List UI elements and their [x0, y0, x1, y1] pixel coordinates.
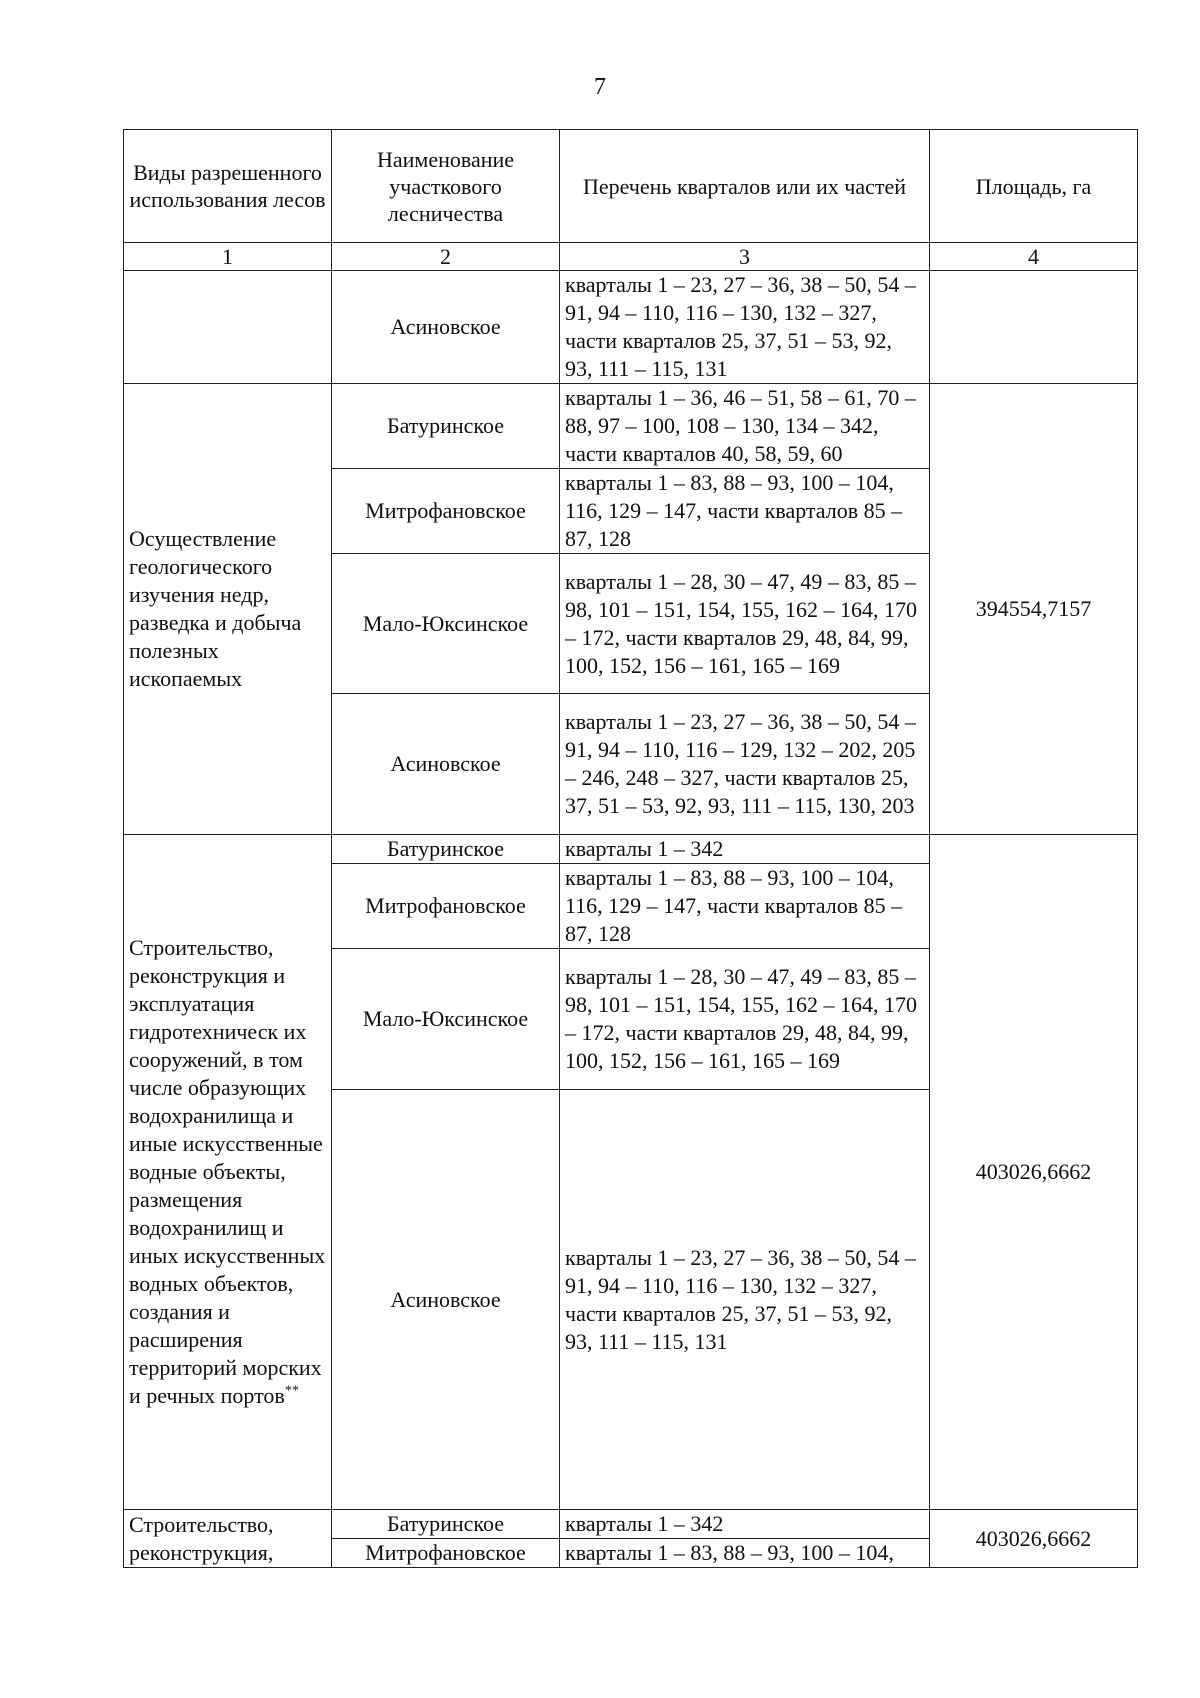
quarters-cell: кварталы 1 – 28, 30 – 47, 49 – 83, 85 – 98, 101 – 151, 154, 155, 162 – 164, 170 – 172, части кварталов 29, 48, 84, 99, 100, 152, 156 – 161, 165 – 169 [560, 949, 930, 1090]
forestry-cell: Мало-Юксинское [332, 554, 560, 694]
forest-use-table [123, 129, 1138, 1568]
forestry-cell: Мало-Юксинское [332, 949, 560, 1090]
table-row [124, 271, 1138, 384]
page-number: 7 [594, 74, 606, 100]
use-type-cell: Осуществление геологического изучения недр, разведка и добыча полезных ископаемых [124, 384, 332, 835]
area-cell [930, 271, 1138, 384]
forestry-cell: Митрофановское [332, 864, 560, 949]
header-forestry: Наименование участкового лесничества [332, 130, 560, 243]
table-row [124, 835, 1138, 864]
forestry-cell: Митрофановское [332, 469, 560, 554]
header-quarters: Перечень кварталов или их частей [560, 130, 930, 243]
area-cell: 403026,6662 [930, 1510, 1138, 1568]
forestry-cell: Батуринское [332, 384, 560, 469]
table-row [124, 384, 1138, 469]
quarters-cell: кварталы 1 – 36, 46 – 51, 58 – 61, 70 – 88, 97 – 100, 108 – 130, 134 – 342, части кварталов 40, 58, 59, 60 [560, 384, 930, 469]
quarters-cell: кварталы 1 – 23, 27 – 36, 38 – 50, 54 – 91, 94 – 110, 116 – 130, 132 – 327, части кварталов 25, 37, 51 – 53, 92, 93, 111 – 115, 131 [560, 271, 930, 384]
area-cell: 394554,7157 [930, 384, 1138, 835]
use-type-text: Строительство, реконструкция и эксплуатация гидротехническ их сооружений, в том числе образующих водохранилища и иные искусственные водные объекты, размещения водохранилищ и иных искусственных водных объектов, создания и расширения территорий морских и речных портов [129, 935, 326, 1408]
column-number: 2 [332, 243, 560, 271]
use-type-cell [124, 835, 332, 1510]
column-number: 3 [560, 243, 930, 271]
forestry-cell: Митрофановское [332, 1539, 560, 1568]
footnote-mark: ** [284, 1383, 299, 1399]
forestry-cell: Асиновское [332, 694, 560, 835]
forestry-cell: Асиновское [332, 271, 560, 384]
use-type-cell: Строительство, реконструкция, [124, 1510, 332, 1568]
header-row [124, 130, 1138, 243]
forestry-cell: Асиновское [332, 1090, 560, 1510]
header-area: Площадь, га [930, 130, 1138, 243]
forestry-cell: Батуринское [332, 1510, 560, 1539]
quarters-cell: кварталы 1 – 23, 27 – 36, 38 – 50, 54 – 91, 94 – 110, 116 – 129, 132 – 202, 205 – 246, 248 – 327, части кварталов 25, 37, 51 – 53, 92, 93, 111 – 115, 130, 203 [560, 694, 930, 835]
quarters-cell: кварталы 1 – 23, 27 – 36, 38 – 50, 54 – 91, 94 – 110, 116 – 130, 132 – 327, части кварталов 25, 37, 51 – 53, 92, 93, 111 – 115, 131 [560, 1090, 930, 1510]
quarters-cell: кварталы 1 – 342 [560, 1510, 930, 1539]
area-cell: 403026,6662 [930, 835, 1138, 1510]
forestry-cell: Батуринское [332, 835, 560, 864]
quarters-cell: кварталы 1 – 342 [560, 835, 930, 864]
column-number: 4 [930, 243, 1138, 271]
quarters-cell: кварталы 1 – 83, 88 – 93, 100 – 104, [560, 1539, 930, 1568]
header-use-type: Виды разрешенного использования лесов [124, 130, 332, 243]
use-type-cell [124, 271, 332, 384]
quarters-cell: кварталы 1 – 83, 88 – 93, 100 – 104, 116, 129 – 147, части кварталов 85 – 87, 128 [560, 864, 930, 949]
column-number-row [124, 243, 1138, 271]
column-number: 1 [124, 243, 332, 271]
quarters-cell: кварталы 1 – 83, 88 – 93, 100 – 104, 116, 129 – 147, части кварталов 85 – 87, 128 [560, 469, 930, 554]
quarters-cell: кварталы 1 – 28, 30 – 47, 49 – 83, 85 – 98, 101 – 151, 154, 155, 162 – 164, 170 – 172, части кварталов 29, 48, 84, 99, 100, 152, 156 – 161, 165 – 169 [560, 554, 930, 694]
table-row [124, 1510, 1138, 1539]
